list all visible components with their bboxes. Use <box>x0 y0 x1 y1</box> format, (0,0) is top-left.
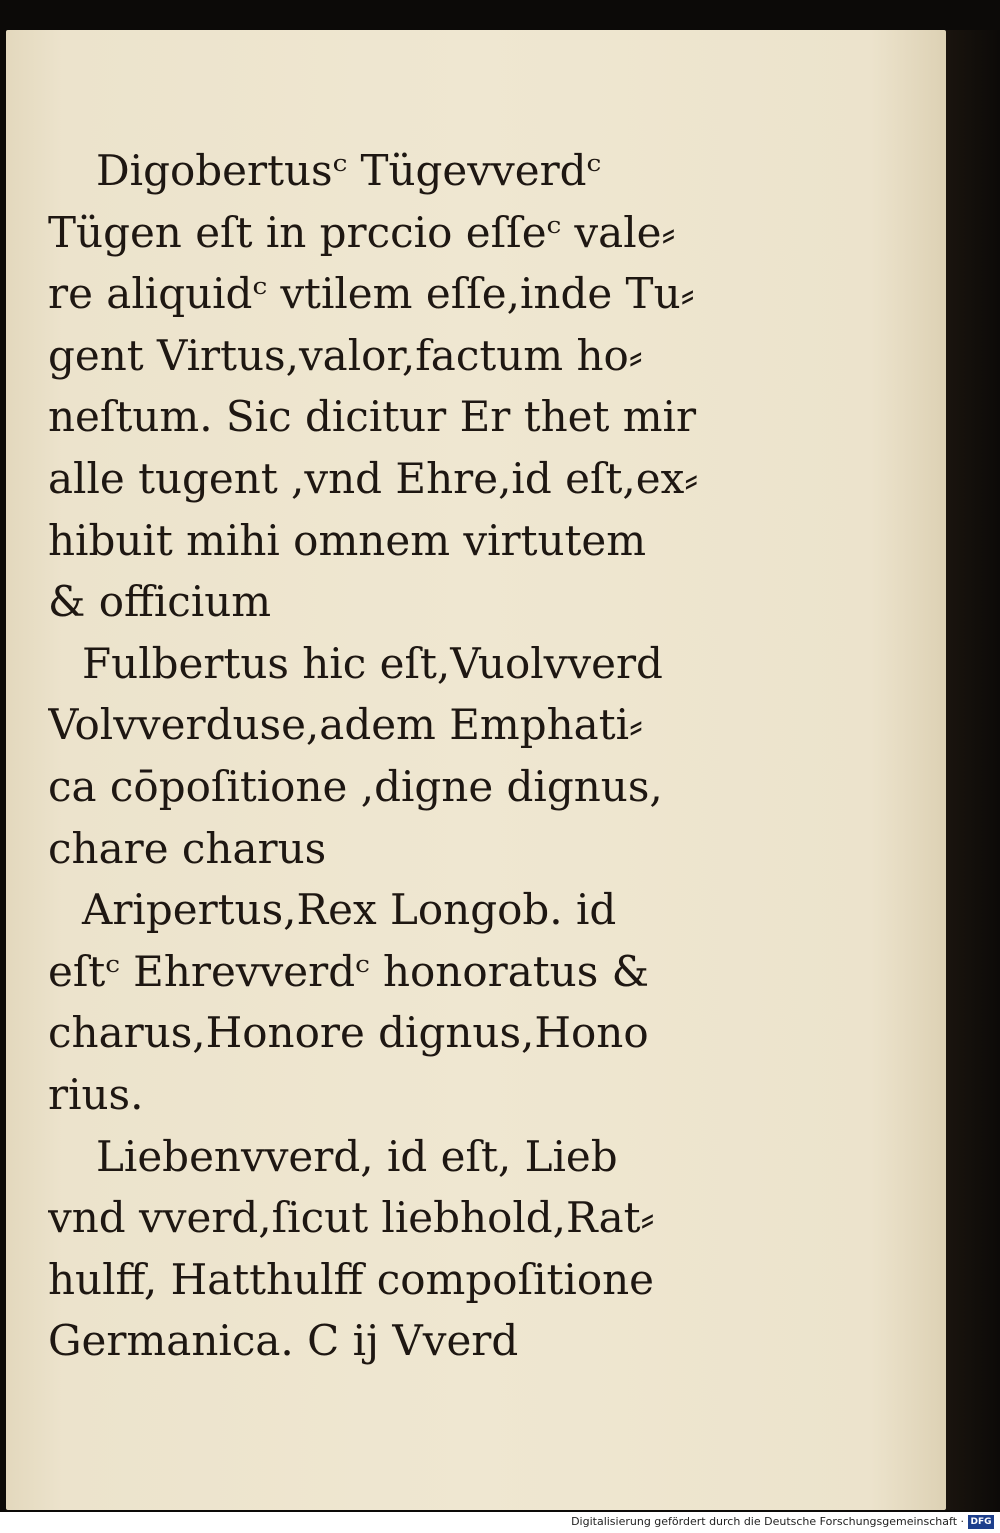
text-line: vnd vverd,ſicut liebhold,Rat⸗ <box>48 1193 655 1243</box>
text-line: Liebenvverd, id eſt, Lieb <box>96 1131 618 1181</box>
text-line: hulff, Hatthulff compoſitione <box>48 1254 655 1304</box>
text-line: neſtum. Sic dicitur Er thet mir <box>48 392 697 442</box>
footer-bar <box>0 1512 1000 1533</box>
funding-credit: Digitalisierung gefördert durch die Deutsche Forschungsgemeinschaft · <box>571 1515 964 1528</box>
text-line: ca cōpoſitione ,digne dignus, <box>48 761 663 811</box>
text-line: Volvverduse,adem Emphati⸗ <box>48 700 643 750</box>
text-line: Tügen eſt in prccio eſſeᶜ vale⸗ <box>48 207 676 257</box>
text-line: rius. <box>48 1069 144 1119</box>
text-line: alle tugent ,vnd Ehre,id eſt,ex⸗ <box>48 453 698 503</box>
text-line: chare charus <box>48 823 327 873</box>
dfg-logo-icon: DFG <box>968 1515 994 1529</box>
text-line: hibuit mihi omnem virtutem <box>48 515 647 565</box>
text-line: gent Virtus,valor,factum ho⸗ <box>48 330 643 380</box>
page-edge <box>946 30 1000 1510</box>
text-line: Fulbertus hic eſt,Vuolvverd <box>82 638 663 688</box>
text-line: & officium <box>48 577 272 627</box>
text-line: Digobertusᶜ Tügevverdᶜ <box>96 146 602 195</box>
text-line: Germanica. C ij Vverd <box>48 1316 519 1366</box>
text-line: re aliquidᶜ vtilem eſſe,inde Tu⸗ <box>48 269 695 319</box>
page-text <box>48 140 698 1372</box>
text-line: eſtᶜ Ehrevverdᶜ honoratus & <box>48 946 649 996</box>
text-line: Aripertus,Rex Longob. id <box>82 885 617 935</box>
text-line: charus,Honore dignus,Hono <box>48 1008 649 1058</box>
